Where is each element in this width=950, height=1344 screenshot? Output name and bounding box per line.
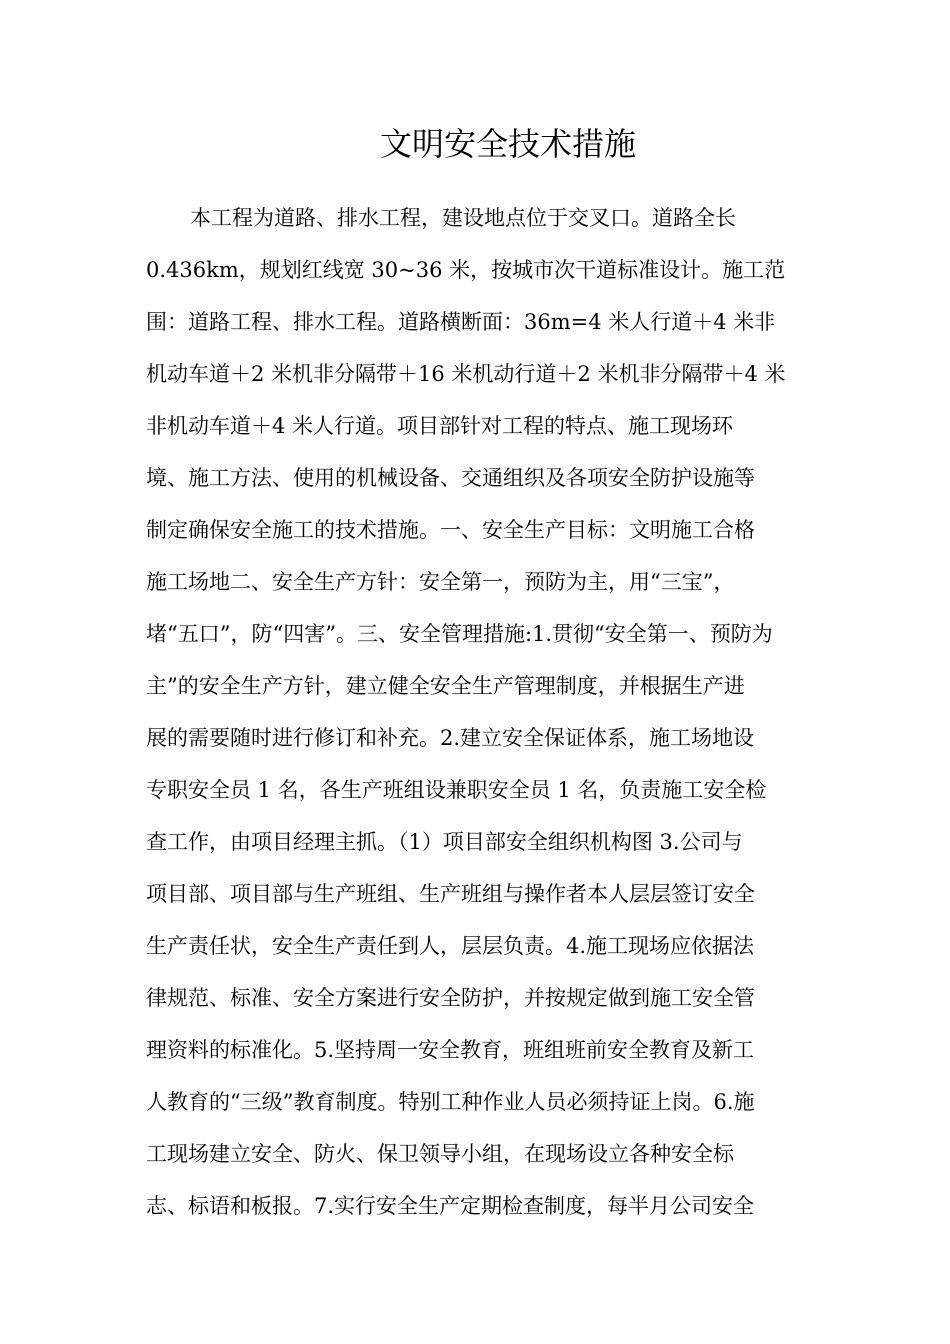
text-line: 生产责任状，安全生产责任到人，层层负责。4.施工现场应依据法 [146,934,755,958]
text-line: 围：道路工程、排水工程。道路横断面：36m=4 米人行道＋4 米非 [146,310,776,334]
text-line: 本工程为道路、排水工程，建设地点位于交叉口。道路全长 [190,206,736,230]
text-line: 项目部、项目部与生产班组、生产班组与操作者本人层层签订安全 [146,882,755,906]
document-title: 文明安全技术措施 [379,125,636,163]
text-line: 律规范、标准、安全方案进行安全防护，并按规定做到施工安全管 [146,986,755,1010]
text-line: 施工场地二、安全生产方针：安全第一，预防为主，用“三宝”， [146,570,735,594]
text-line: 查工作，由项目经理主抓。（1）项目部安全组织机构图 3.公司与 [146,830,743,854]
text-line: 非机动车道＋4 米人行道。项目部针对工程的特点、施工现场环 [146,414,734,438]
text-line: 工现场建立安全、防火、保卫领导小组，在现场设立各种安全标 [146,1142,734,1166]
text-line: 专职安全员 1 名，各生产班组设兼职安全员 1 名，负责施工安全检 [146,778,767,802]
text-line: 展的需要随时进行修订和补充。2.建立安全保证体系，施工场地设 [146,726,755,750]
text-line: 堵“五口”，防“四害”。三、安全管理措施:1.贯彻“安全第一、预防为 [146,622,773,646]
text-line: 志、标语和板报。7.实行安全生产定期检查制度，每半月公司安全 [146,1194,755,1218]
text-line: 0.436km，规划红线宽 30~36 米，按城市次干道标准设计。施工范 [146,258,786,282]
text-line: 人教育的“三级”教育制度。特别工种作业人员必须持证上岗。6.施 [146,1090,755,1114]
text-line: 机动车道＋2 米机非分隔带＋16 米机动行道＋2 米机非分隔带＋4 米 [146,362,786,386]
text-line: 理资料的标准化。5.坚持周一安全教育，班组班前安全教育及新工 [146,1038,755,1062]
text-line: 制定确保安全施工的技术措施。一、安全生产目标：文明施工合格 [146,518,755,542]
text-line: 境、施工方法、使用的机械设备、交通组织及各项安全防护设施等 [146,466,755,490]
text-line: 主”的安全生产方针，建立健全安全生产管理制度，并根据生产进 [146,674,745,698]
body-paragraph [146,192,816,1232]
